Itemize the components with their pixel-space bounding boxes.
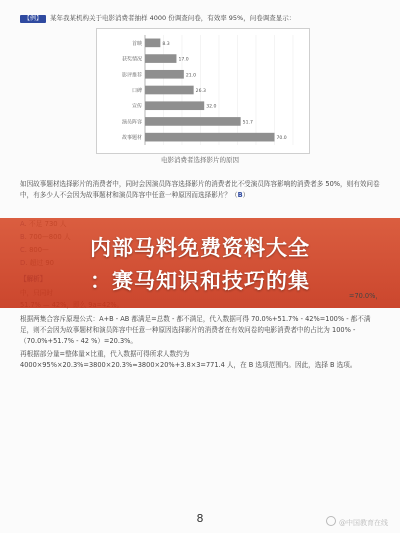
bar-1: [145, 54, 176, 63]
banner-line-2: ：赛马知识和技巧的集: [90, 269, 310, 293]
question-body: 如因故事题材选择影片的消费者中，同时会因演员阵容选择影片的消费者比不受演员阵容影响的消费者多 50%，则有效问卷中，有多少人不会因为故事题材和演员阵容中任意一种原因而选择影片？（: [20, 180, 380, 199]
category-label: 影评推荐: [121, 72, 142, 79]
value-label: 32.0: [206, 104, 217, 110]
value-label: 21.0: [185, 73, 197, 79]
explanation-paragraph-1: 根据两集合容斥原理公式：A+B - AB 都满足=总数 - 都不满足，代入数据可得 70.0%+51.7% - 42%=100% - 都不满足，则不会因为故事题材和演员阵容中任意一种原因选择影片的消费者在有效问卷的电影消费者中的占比为 100% - （70.0%+51.7% - 42 %）=20.3%。: [20, 315, 371, 345]
value-label: 17.0: [178, 57, 189, 63]
weibo-icon: [326, 516, 336, 526]
example-question-line: [20, 14, 380, 23]
bar-chart-svg: [97, 29, 309, 153]
explanation-partial-right: =70.0%，: [348, 292, 382, 300]
example-tag: 【例】: [20, 15, 46, 23]
answer-letter: B: [237, 191, 243, 199]
bar-0: [145, 39, 160, 48]
category-label: 故事题材: [121, 135, 142, 142]
promo-banner-overlay: [0, 218, 400, 308]
explanation-paragraph-2: 再根据部分量=整体量×比重，代入数据可得所求人数约为 4000×95%×20.3%=3800×20.3%≈3800×20%+3.8×3=771.4 人，在 B 选项范围内。因此，选择 B 选项。: [20, 350, 357, 369]
question-intro: 某年我某机构关于电影消费者抽样 4000 份调查问卷，有效率 95%，问卷调查显示：: [50, 14, 296, 22]
bar-5: [145, 117, 241, 126]
question-text: [20, 179, 382, 201]
value-label: 51.7: [242, 120, 253, 126]
category-label: 首映: [131, 40, 142, 47]
banner-line-1: 内部马料免费资料大全: [90, 236, 310, 260]
category-label: 宣传: [131, 103, 142, 110]
category-label: 获奖情况: [121, 56, 142, 63]
bar-2: [145, 70, 184, 79]
chart-title: 电影消费者选择影片的原因: [161, 156, 239, 164]
category-label: 演员阵容: [121, 119, 142, 126]
page-number: 8: [196, 512, 204, 525]
value-label: 70.0: [276, 136, 287, 142]
value-label: 26.3: [195, 89, 206, 94]
bar-chart: [96, 28, 310, 154]
bar-6: [145, 133, 275, 142]
category-label: 口碑: [131, 88, 142, 94]
question-end: ）: [242, 191, 250, 199]
value-label: 8.3: [162, 41, 170, 47]
watermark: @中国教育在线: [326, 516, 388, 528]
bar-4: [145, 101, 204, 110]
bar-3: [145, 86, 194, 95]
